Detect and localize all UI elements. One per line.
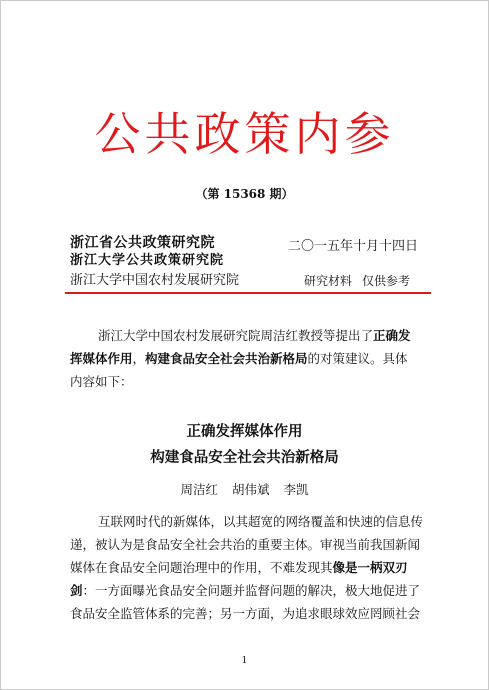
intro-line-3: 内容如下：	[70, 374, 133, 389]
body-line-1: 互联网时代的新媒体，以其超宽的网络覆盖和快速的信息传	[98, 514, 424, 529]
note-research-material: 研究材料	[304, 274, 353, 288]
body-line-4: 剑：一方面曝光食品安全问题并监督问题的解决，极大地促进了	[70, 583, 421, 598]
header-date: 二〇一五年十月十四日	[288, 239, 419, 254]
document-title: 公共政策内参	[94, 107, 395, 161]
intro-line-1: 浙江大学中国农村发展研究院周洁红教授等提出了正确发	[98, 328, 411, 343]
issue-number: （第 15368 期）	[195, 187, 294, 201]
intro-paragraph	[70, 324, 432, 393]
header-org-university: 浙江大学公共政策研究院	[70, 253, 225, 268]
article-authors	[0, 480, 489, 498]
article-headline-line-1: 正确发挥媒体作用	[186, 424, 303, 440]
body-line-5: 食品安全监管体系的完善；另一方面，为追求眼球效应罔顾社会	[70, 606, 421, 621]
body-line-3: 媒体在食品安全问题治理中的作用，不难发现其像是一柄双刃	[70, 560, 408, 575]
header-org-rural: 浙江大学中国农村发展研究院	[70, 273, 240, 288]
header-org-provincial: 浙江省公共政策研究院	[70, 235, 215, 251]
body-line-2: 递，被认为是食品安全社会共治的重要主体。审视当前我国新闻	[70, 537, 421, 552]
header-divider-rule	[65, 292, 431, 294]
note-reference-only: 仅供参考	[362, 274, 411, 288]
header-note	[304, 272, 410, 289]
article-headline-line-2: 构建食品安全社会共治新格局	[150, 450, 339, 466]
intro-line-2: 挥媒体作用，构建食品安全社会共治新格局的对策建议。具体	[70, 351, 408, 366]
author-name: 李凯	[283, 482, 309, 497]
article-body	[70, 510, 432, 625]
author-name: 周洁红	[180, 482, 218, 497]
author-name: 胡伟斌	[231, 482, 270, 497]
page-number: 1	[241, 656, 248, 666]
